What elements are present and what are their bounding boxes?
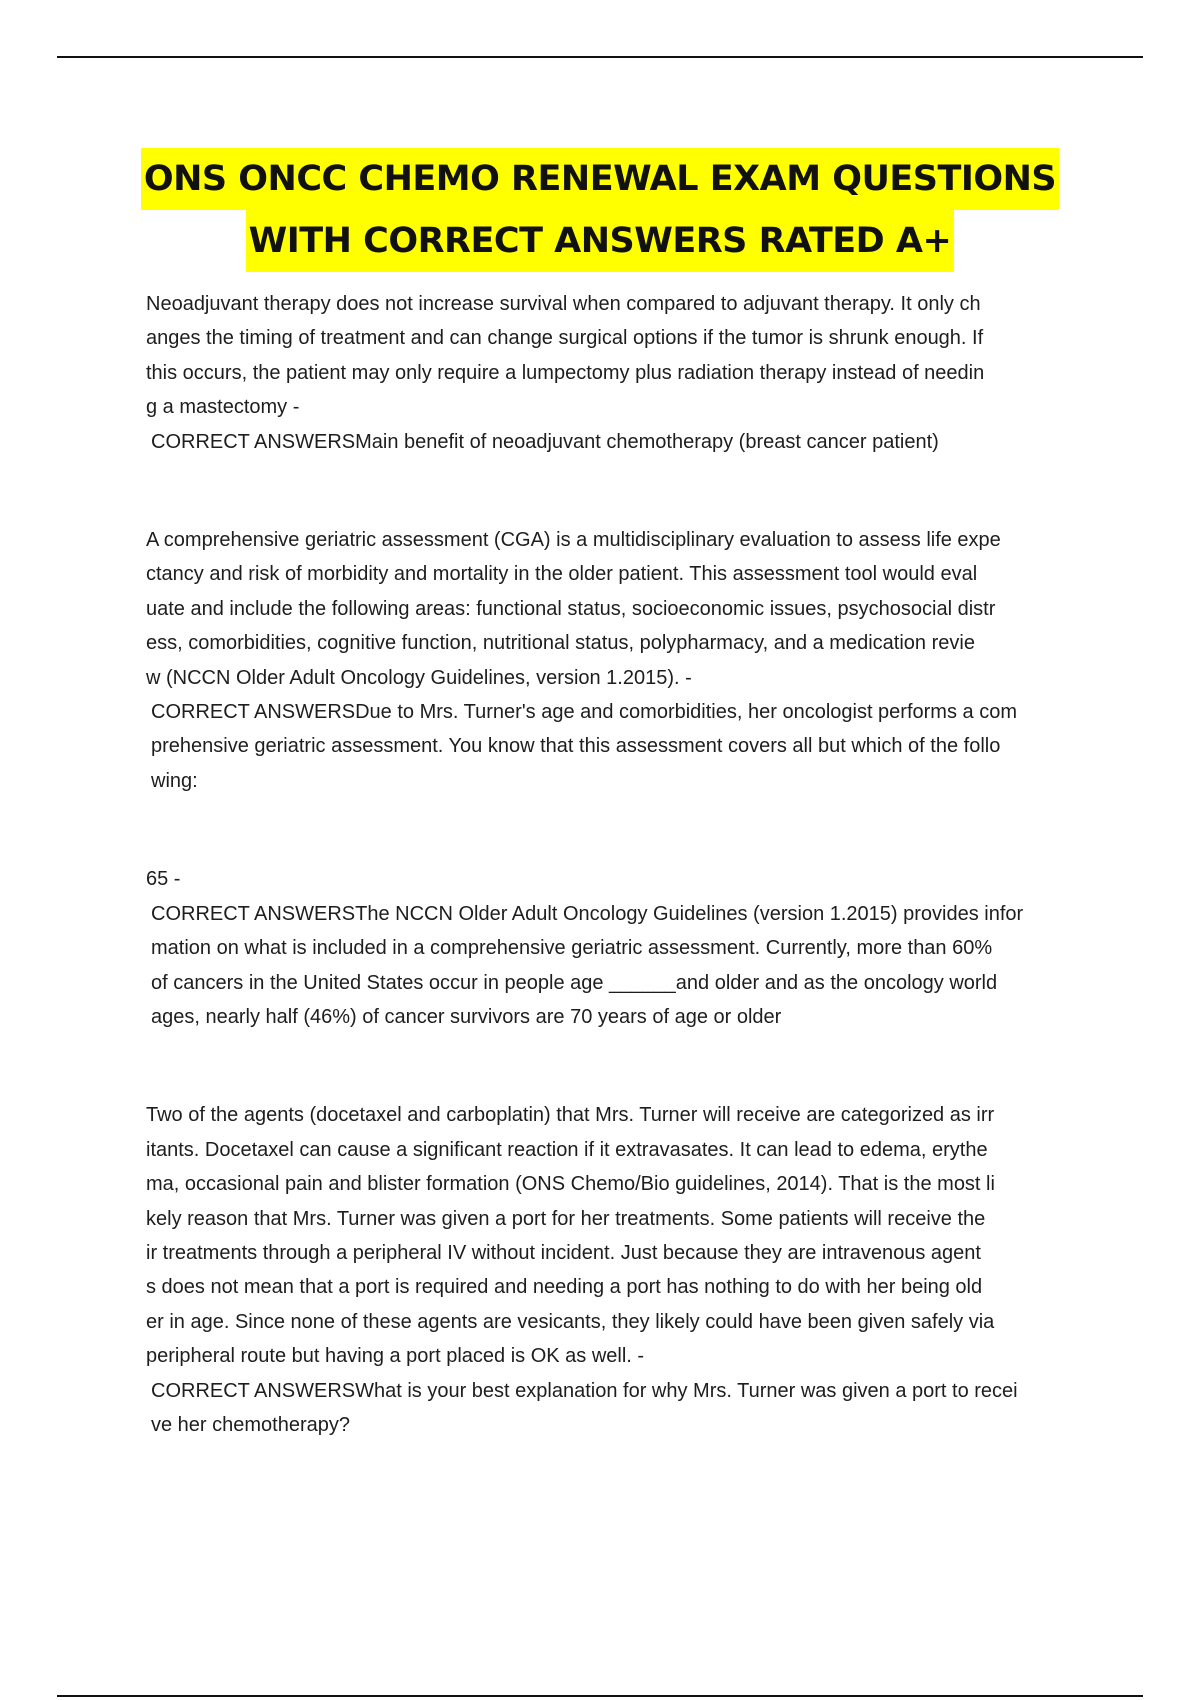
entry-text: 65 - [146, 868, 181, 891]
entry-answer: CORRECT ANSWERSWhat is your best explanation for why Mrs. Turner was given a port to recei ve her chemotherapy? [151, 1379, 1018, 1436]
qa-entry-1 [146, 287, 1096, 459]
qa-entry-4 [146, 1098, 1096, 1442]
document-body [146, 287, 1096, 1442]
qa-entry-3 [146, 862, 1096, 1034]
entry-answer: CORRECT ANSWERSMain benefit of neoadjuvant chemotherapy (breast cancer patient) [151, 430, 939, 453]
entry-text: A comprehensive geriatric assessment (CGA) is a multidisciplinary evaluation to assess life expe ctancy and risk of morbidity and mortality in the older patient. This assessment tool would eval uate and include the following areas: functional status, socioeconomic issues, psychosocial distr ess, comorbidities, cognitive function, nutritional status, polypharmacy, and a medication revie w (NCCN Older Adult Oncology Guidelines, version 1.2015). - [146, 529, 1001, 689]
title-line-1: ONS ONCC CHEMO RENEWAL EXAM QUESTIONS [141, 148, 1059, 210]
title-line-2: WITH CORRECT ANSWERS RATED A+ [246, 210, 955, 272]
qa-entry-2 [146, 523, 1096, 798]
entry-answer: CORRECT ANSWERSDue to Mrs. Turner's age and comorbidities, her oncologist performs a com prehensive geriatric assessment. You know that this assessment covers all but which of the follo wing: [151, 701, 1017, 792]
entry-answer: CORRECT ANSWERSThe NCCN Older Adult Oncology Guidelines (version 1.2015) provides infor mation on what is included in a comprehensive geriatric assessment. Currently, more than 60% of cancers in the United States occur in people age ______and older and as the oncology world ages, nearly half (46%) of cancer survivors are 70 years of age or older [151, 902, 1024, 1028]
entry-text: Neoadjuvant therapy does not increase survival when compared to adjuvant therapy. It only ch anges the timing of treatment and can change surgical options if the tumor is shrunk enough. If this occurs, the patient may only require a lumpectomy plus radiation therapy instead of needin g a mastectomy - [146, 293, 985, 419]
entry-text: Two of the agents (docetaxel and carboplatin) that Mrs. Turner will receive are categorized as irr itants. Docetaxel can cause a significant reaction if it extravasates. It can lead to edema, erythe ma, occasional pain and blister formation (ONS Chemo/Bio guidelines, 2014). That is the most li kely reason that Mrs. Turner was given a port for her treatments. Some patients will receive the ir treatments through a peripheral IV without incident. Just because they are intravenous agent s does not mean that a port is required and needing a port has nothing to do with her being old er in age. Since none of these agents are vesicants, they likely could have been given safely via peripheral route but having a port placed is OK as well. - [146, 1104, 995, 1368]
document-title [0, 148, 1200, 272]
bottom-rule [57, 1695, 1143, 1697]
top-rule [57, 56, 1143, 58]
